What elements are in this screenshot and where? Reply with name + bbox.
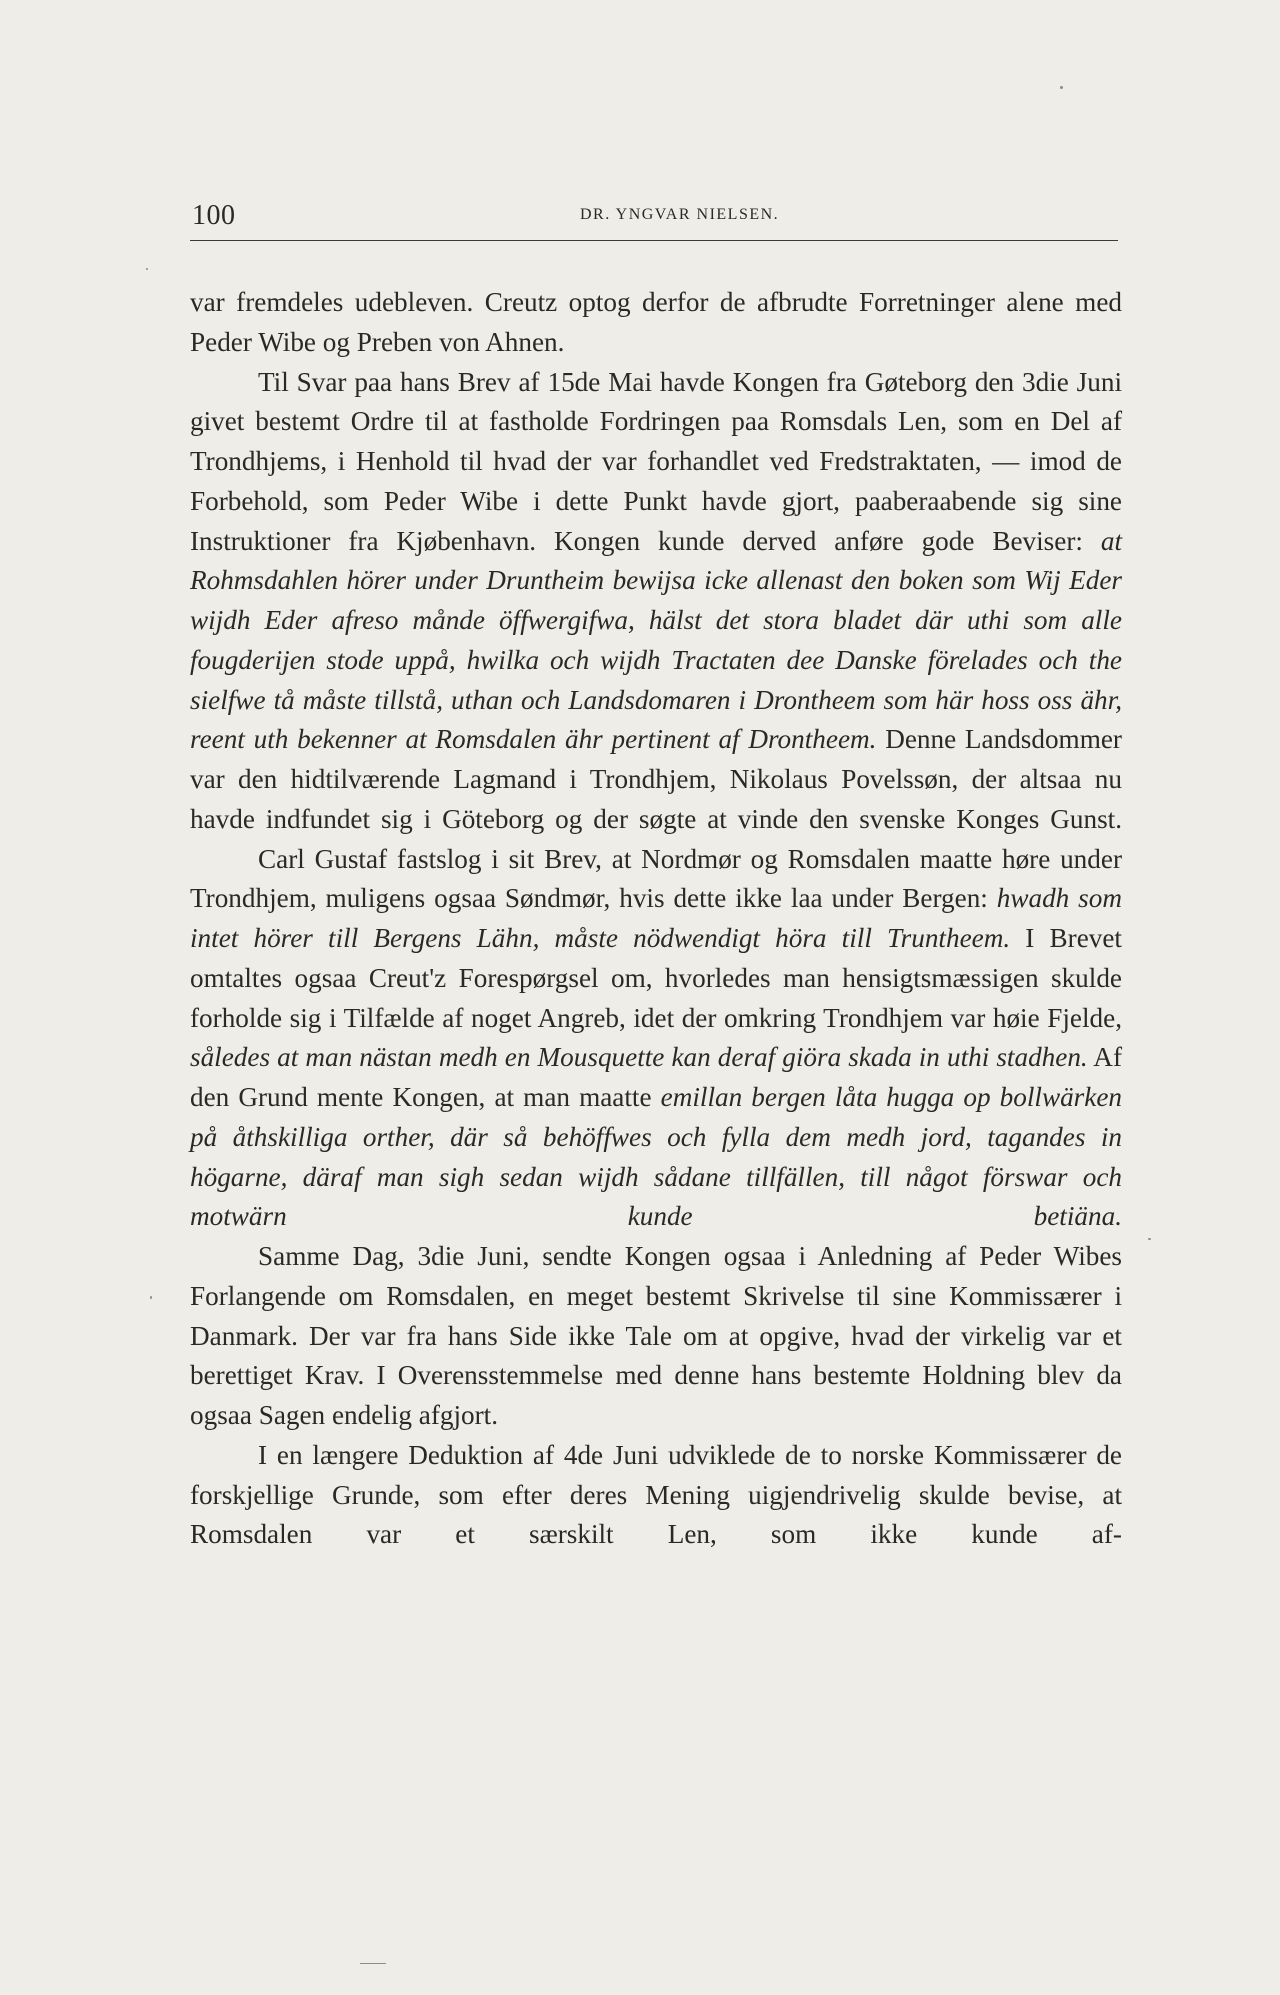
paper-speck [1148,1238,1151,1240]
paragraph [190,283,1122,363]
paper-speck [150,1296,152,1299]
italic-quotation: at Rohmsdahlen hörer under Druntheim bewijsa icke allenast den boken som Wij Eder wijdh Eder afreso månde öffwergifwa, hälst det stora bladet där uthi som alle fougderijen stode uppå, hwilka och wijdh Tractaten dee Danske förelades och the sielfwe tå måste tillstå, uthan och Landsdomaren i Drontheem som här hoss oss ähr, reent uth bekenner at Romsdalen ähr pertinent af Drontheem. [190,525,1122,755]
paragraph-text: Samme Dag, 3die Juni, sendte Kongen ogsaa i Anledning af Peder Wibes Forlangende om Romsdalen, en meget bestemt Skrivelse til sine Kommissærer i Danmark. Der var fra hans Side ikke Tale om at opgive, hvad der virkelig var et berettiget Krav. I Overensstemmelse med denne hans bestemte Holdning blev da ogsaa Sagen endelig afgjort. [190,1241,1122,1430]
page-header [190,198,1118,241]
paragraph [190,1237,1122,1436]
paragraph-text: Af den Grund mente Kongen, at man maatte [190,1042,1122,1112]
paragraph-text: Denne Landsdommer var den hidtilværende Lagmand i Trondhjem, Nikolaus Povelssøn, der altsaa nu havde indfundet sig i Göteborg og der søgte at vinde den svenske Konges Gunst. [190,724,1122,834]
paper-speck [146,268,148,270]
paragraph-text: Carl Gustaf fastslog i sit Brev, at Nordmør og Romsdalen maatte høre under Trondhjem, muligens ogsaa Søndmør, hvis dette ikke laa under Bergen: [190,843,1122,914]
paragraph [190,363,1122,840]
paragraph-text: Til Svar paa hans Brev af 15de Mai havde Kongen fra Gøteborg den 3die Juni givet bestemt Ordre til at fastholde Fordringen paa Romsdals Len, som en Del af Trondhjems, i Henhold til hvad der var forhandlet ved Fredstraktaten, — imod de Forbehold, som Peder Wibe i dette Punkt havde gjort, paaberaabende sig sine Instruktioner fra Kjøbenhavn. Kongen kunde derved anføre gode Beviser: [190,366,1122,556]
page-number: 100 [192,200,236,231]
paper-speck [360,1963,386,1964]
italic-quotation: således at man nästan medh en Mousquette kan deraf giöra skada in uthi stadhen. [190,1042,1088,1073]
italic-quotation: emillan bergen låta hugga op bollwärken på åthskilliga orther, där så behöffwes och fylla dem medh jord, tagandes in högarne, däraf man sigh sedan wijdh sådane tillfällen, till något förswar och motwärn kunde betiäna. [190,1082,1122,1232]
running-head: DR. YNGVAR NIELSEN. [580,206,780,223]
paragraph [190,1436,1122,1555]
paragraph-text: I Brevet omtaltes ogsaa Creut'z Forespørgsel om, hvorledes man hensigtsmæssigen skulde forholde sig i Tilfælde af noget Angreb, idet der omkring Trondhjem var høie Fjelde, [190,923,1122,1033]
italic-quotation: hwadh som intet hörer till Bergens Lähn, måste nödwendigt höra till Truntheem. [190,883,1122,953]
paragraph-text: var fremdeles udebleven. Creutz optog derfor de afbrudte Forretninger alene med Peder Wibe og Preben von Ahnen. [190,287,1122,357]
paragraph [190,840,1122,1238]
body-text [190,283,1122,1555]
paper-speck [1060,86,1063,89]
paragraph-text: I en længere Deduktion af 4de Juni udviklede de to norske Kommissærer de forskjellige Grunde, som efter deres Mening uigjendrivelig skulde bevise, at Romsdalen var et særskilt Len, som ikke kunde af- [190,1439,1122,1550]
